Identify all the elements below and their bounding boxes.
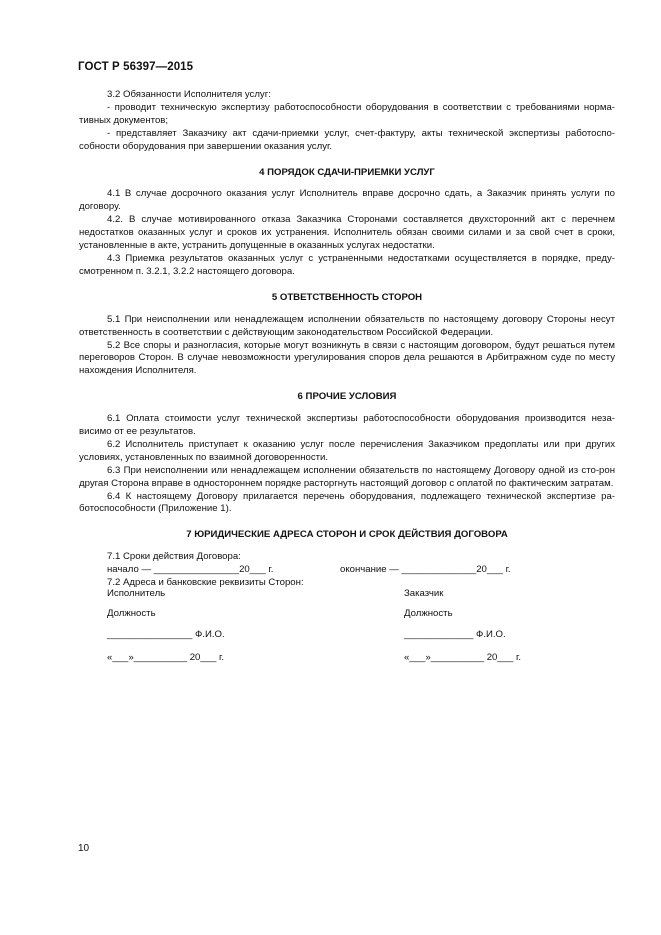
section5-item: 5.2 Все споры и разногласия, которые могут возникнуть в связи с настоящим договором, будут решаться путем переговоров Сторон. В случае невозможности урегулирования споров дела решаются в Арбитражном суде по месту нахождения Исполнителя. bbox=[79, 339, 615, 377]
section3-item: - представляет Заказчику акт сдачи-приемки услуг, счет-фактуру, акты технической экспертизы работоспо-собности оборудования при завершении оказания услуг. bbox=[79, 127, 615, 152]
section4-item: 4.3 Приемка результатов оказанных услуг с устраненными недостатками осуществляется в порядке, преду-смотренном п. 3.2.1, 3.2.2 настоящего договора. bbox=[79, 252, 615, 277]
section6-item: 6.3 При неисполнении или ненадлежащем исполнении обязательств по настоящему Договору одной из сто-рон другая Сторона вправе в одностороннем порядке расторгнуть настоящий договор с оплатой по фактическим затратам. bbox=[79, 464, 615, 489]
executor-date-line: «___»__________ 20___ г. bbox=[107, 652, 225, 663]
customer-date-line: «___»__________ 20___ г. bbox=[404, 652, 522, 663]
executor-name-line: ________________ Ф.И.О. bbox=[107, 629, 225, 640]
customer-position: Должность bbox=[404, 608, 453, 619]
section6-item: 6.4 К настоящему Договору прилагается перечень оборудования, подлежащего технической экспертизе ра-ботоспособности (Приложение 1). bbox=[79, 490, 615, 515]
executor-position: Должность bbox=[107, 608, 156, 619]
document-code: ГОСТ Р 56397—2015 bbox=[78, 61, 194, 73]
section7-heading: 7 ЮРИДИЧЕСКИЕ АДРЕСА СТОРОН И СРОК ДЕЙСТВИЯ ДОГОВОРА bbox=[186, 529, 508, 541]
section6-item: 6.2 Исполнитель приступает к оказанию услуг после перечисления Заказчиком предоплаты или при других условиях, установленных по взаимной договоренности. bbox=[79, 438, 615, 463]
section3-title: 3.2 Обязанности Исполнителя услуг: bbox=[107, 89, 271, 100]
section3-item: - проводит техническую экспертизу работоспособности оборудования в соответствии с требованиями норма-тивных документов; bbox=[79, 101, 615, 126]
section6-item: 6.1 Оплата стоимости услуг технической экспертизы работоспособности оборудования производится неза-висимо от ее результатов. bbox=[79, 413, 615, 438]
section4-item: 4.2. В случае мотивированного отказа Заказчика Сторонами составляется двухсторонний акт с перечнем недостатков оказанных услуг и сроков их устранения. Исполнитель обязан своими силами и за свой счет в сроки, установленные в акте, устранить допущенные в оказанных услугах недостатки. bbox=[79, 214, 615, 252]
section5-item: 5.1 При неисполнении или ненадлежащем исполнении обязательств по настоящему договору Стороны несут ответственность в соответствии с действующим законодательством Российской Федерации. bbox=[79, 313, 615, 338]
term-dates-row bbox=[79, 564, 615, 577]
term-start: начало — ________________20___ г. bbox=[107, 564, 274, 576]
customer-label: Заказчик bbox=[404, 588, 444, 599]
addresses-title: 7.2 Адреса и банковские реквизиты Сторон: bbox=[107, 577, 304, 589]
term-end: окончание — ______________20___ г. bbox=[340, 564, 511, 576]
executor-label: Исполнитель bbox=[107, 588, 166, 599]
term-title: 7.1 Сроки действия Договора: bbox=[107, 551, 241, 563]
section5-heading: 5 ОТВЕТСТВЕННОСТЬ СТОРОН bbox=[271, 291, 423, 303]
document-body bbox=[79, 89, 615, 590]
section4-item: 4.1 В случае досрочного оказания услуг Исполнитель вправе досрочно сдать, а Заказчик принять услуги по договору. bbox=[79, 188, 615, 213]
section4-heading: 4 ПОРЯДОК СДАЧИ-ПРИЕМКИ УСЛУГ bbox=[259, 166, 435, 178]
page-number: 10 bbox=[78, 843, 90, 854]
section6-heading: 6 ПРОЧИЕ УСЛОВИЯ bbox=[297, 391, 397, 403]
customer-name-line: _____________ Ф.И.О. bbox=[404, 629, 506, 640]
